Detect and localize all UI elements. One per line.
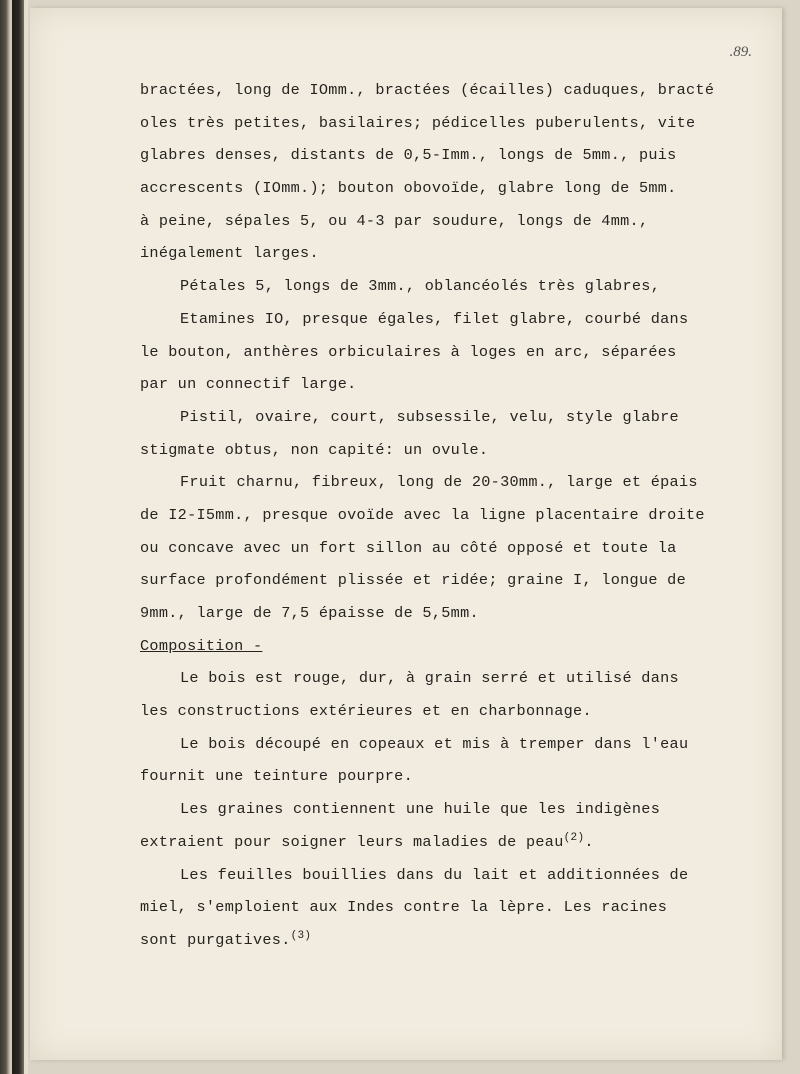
text-line: miel, s'emploient aux Indes contre la lèpre. Les racines [140,898,668,917]
text-line: de I2-I5mm., presque ovoïde avec la ligne placentaire droite [140,505,705,524]
text-line: Le bois découpé en copeaux et mis à tremper dans l'eau [180,734,689,753]
text-line: les constructions extérieures et en charbonnage. [140,702,592,721]
text-line: stigmate obtus, non capité: un ovule. [140,440,489,459]
text-line [140,924,752,957]
text-line: glabres denses, distants de 0,5-Imm., longs de 5mm., puis [140,146,677,165]
text-line: surface profondément plissée et ridée; graine I, longue de [140,571,687,590]
footnote-marker-3: (3) [290,929,312,942]
text-line: fournit une teinture pourpre. [140,767,414,786]
text-line-body: extraient pour soigner leurs maladies de peau [140,832,564,851]
text-line: inégalement larges. [140,244,319,263]
page-number: .89. [729,44,752,60]
text-line: ou concave avec un fort sillon au côté opposé et toute la [140,538,677,557]
footnote-marker-2: (2) [563,831,585,844]
text-line: Pistil, ovaire, court, subsessile, velu, style glabre [180,407,679,426]
section-heading [140,630,752,663]
text-line-tail: . [584,832,594,851]
text-line-body: sont purgatives. [140,930,291,949]
text-line: par un connectif large. [140,375,357,394]
text-line: Les graines contiennent une huile que les indigènes [180,800,661,819]
text-line: le bouton, anthères orbiculaires à loges en arc, séparées [140,342,677,361]
typed-text-body [140,74,752,957]
text-line: Le bois est rouge, dur, à grain serré et utilisé dans [180,669,679,688]
text-line: oles très petites, basilaires; pédicelles puberulents, vite [140,113,696,132]
section-heading-text: Composition - [140,636,263,655]
book-spine [12,0,24,1074]
text-line: 9mm., large de 7,5 épaisse de 5,5mm. [140,604,479,622]
text-line: Pétales 5, longs de 3mm., oblancéolés très glabres, [180,277,661,296]
text-line [140,826,752,859]
text-line: Etamines IO, presque égales, filet glabre, courbé dans [180,309,689,328]
text-line: accrescents (IOmm.); bouton obovoïde, glabre long de 5mm. [140,179,677,198]
text-line: Fruit charnu, fibreux, long de 20-30mm., large et épais [180,473,698,492]
text-line: Les feuilles bouillies dans du lait et additionnées de [180,865,689,884]
text-line: bractées, long de IOmm., bractées (écailles) caduques, bracté [140,81,715,99]
text-line: à peine, sépales 5, ou 4-3 par soudure, longs de 4mm., [140,211,649,230]
